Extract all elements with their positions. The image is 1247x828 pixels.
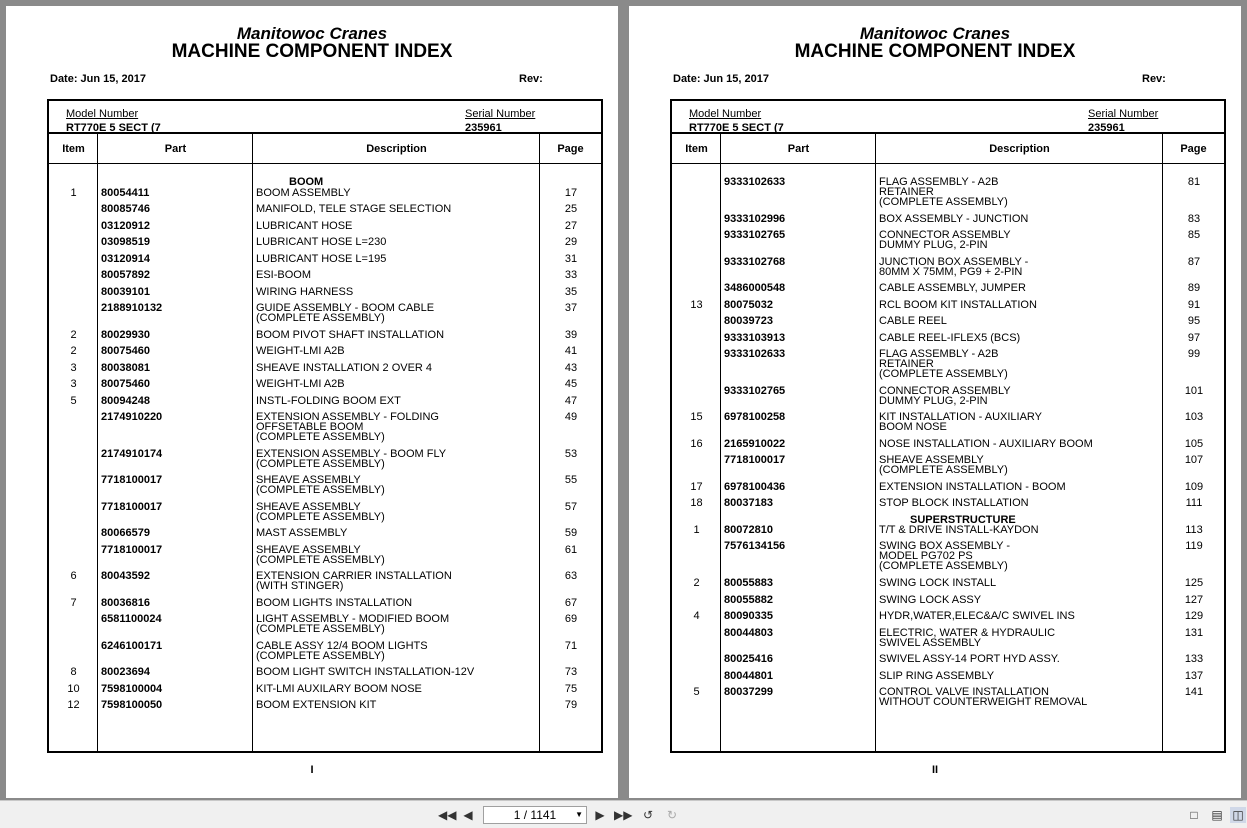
- description-line: (COMPLETE ASSEMBLY): [256, 484, 385, 496]
- page-number-cell: 81: [1187, 176, 1201, 188]
- description-line: (COMPLETE ASSEMBLY): [879, 560, 1008, 572]
- page-number-cell: 99: [1187, 348, 1201, 360]
- item-cell: 8: [70, 666, 77, 678]
- page-footer-number: I: [310, 764, 314, 776]
- part-number-cell: 03120914: [101, 253, 150, 265]
- description-line: CABLE REEL-IFLEX5 (BCS): [879, 332, 1021, 344]
- serial-number-value: 235961: [1088, 122, 1125, 134]
- description-cell: [256, 700, 540, 710]
- description-line: CABLE REEL: [879, 315, 947, 327]
- description-line: SWIVEL ASSEMBLY: [879, 637, 982, 649]
- page-number-cell: 27: [564, 220, 578, 232]
- description-line: EXTENSION CARRIER INSTALLATION: [256, 570, 452, 582]
- description-line: ESI-BOOM: [256, 269, 312, 281]
- part-number-cell: 80090335: [724, 610, 773, 622]
- description-line: DUMMY PLUG, 2-PIN: [879, 395, 988, 407]
- part-number-cell: 7718100017: [724, 454, 786, 466]
- column-header-item: Item: [62, 143, 85, 155]
- page-number-cell: 69: [564, 613, 578, 625]
- description-line: BOOM LIGHTS INSTALLATION: [256, 597, 413, 609]
- part-number-cell: 7576134156: [724, 540, 786, 552]
- page-number-cell: 111: [1185, 497, 1203, 509]
- item-cell: 6: [70, 570, 77, 582]
- description-line: SHEAVE ASSEMBLY: [256, 544, 361, 556]
- description-line: EXTENSION ASSEMBLY - BOOM FLY: [256, 448, 447, 460]
- description-line: STOP BLOCK INSTALLATION: [879, 497, 1029, 509]
- page-number-cell: 133: [1184, 653, 1204, 665]
- description-cell: [256, 346, 540, 356]
- description-line: (WITH STINGER): [256, 580, 344, 592]
- part-number-cell: 2165910022: [724, 438, 786, 450]
- table-rows: [672, 101, 1224, 751]
- part-number-cell: 80043592: [101, 570, 150, 582]
- description-cell: [879, 541, 1163, 571]
- description-line: BOOM EXTENSION KIT: [256, 699, 377, 711]
- part-number-cell: 80066579: [101, 527, 150, 539]
- description-line: RETAINER: [879, 186, 934, 198]
- part-number-cell: 2174910220: [101, 411, 163, 423]
- component-table: [670, 99, 1226, 753]
- description-line: RETAINER: [879, 358, 934, 370]
- column-header-item: Item: [685, 143, 708, 155]
- part-number-cell: 80038081: [101, 362, 150, 374]
- description-cell: [256, 545, 540, 565]
- description-line: SHEAVE INSTALLATION 2 OVER 4: [256, 362, 433, 374]
- description-cell: [879, 333, 1163, 343]
- description-line: LUBRICANT HOSE: [256, 220, 353, 232]
- part-number-cell: 80055882: [724, 594, 773, 606]
- description-cell: [879, 628, 1163, 648]
- page-number-cell: 89: [1187, 282, 1201, 294]
- part-number-cell: 80039101: [101, 286, 150, 298]
- go-forward-icon[interactable]: ↻: [666, 808, 678, 822]
- item-cell: 2: [70, 345, 77, 357]
- description-line: BOOM LIGHT SWITCH INSTALLATION-12V: [256, 666, 475, 678]
- revision-label: Rev:: [519, 73, 543, 85]
- page-number-cell: 119: [1185, 540, 1203, 552]
- description-line: CABLE ASSY 12/4 BOOM LIGHTS: [256, 640, 428, 652]
- description-cell: [256, 614, 540, 634]
- page-number-input[interactable]: [483, 806, 587, 824]
- company-name: Manitowoc Cranes: [859, 24, 1011, 43]
- go-back-icon[interactable]: ↺: [642, 808, 654, 822]
- page-number-cell: 97: [1187, 332, 1201, 344]
- part-number-cell: 80075032: [724, 299, 773, 311]
- part-number-cell: 9333102633: [724, 348, 786, 360]
- description-cell: [256, 204, 540, 214]
- document-date: Date: Jun 15, 2017: [50, 73, 146, 85]
- page-number-cell: 91: [1187, 299, 1201, 311]
- description-line: SLIP RING ASSEMBLY: [879, 670, 995, 682]
- item-cell: 18: [690, 497, 703, 509]
- page-number-cell: 131: [1184, 627, 1204, 639]
- description-line: (COMPLETE ASSEMBLY): [256, 554, 385, 566]
- description-line: SWIVEL ASSY-14 PORT HYD ASSY.: [879, 653, 1060, 665]
- description-line: INSTL-FOLDING BOOM EXT: [256, 395, 401, 407]
- page-number-cell: 137: [1184, 670, 1204, 682]
- description-cell: [879, 177, 1163, 207]
- model-number-value: RT770E 5 SECT (7: [66, 122, 161, 134]
- part-number-cell: 80075460: [101, 345, 150, 357]
- page-number-cell: 105: [1184, 438, 1204, 450]
- single-page-view-icon[interactable]: □: [1190, 808, 1198, 822]
- description-line: ELECTRIC, WATER & HYDRAULIC: [879, 627, 1056, 639]
- part-number-cell: 80039723: [724, 315, 773, 327]
- description-line: WIRING HARNESS: [256, 286, 354, 298]
- description-line: (COMPLETE ASSEMBLY): [256, 511, 385, 523]
- part-number-cell: 80037183: [724, 497, 773, 509]
- item-cell: 12: [67, 699, 80, 711]
- description-cell: [879, 498, 1163, 508]
- description-line: EXTENSION INSTALLATION - BOOM: [879, 481, 1066, 493]
- model-number-label: Model Number: [66, 108, 139, 120]
- description-cell: [879, 300, 1163, 310]
- description-line: T/T & DRIVE INSTALL-KAYDON: [879, 524, 1039, 536]
- part-number-cell: 80023694: [101, 666, 150, 678]
- column-header-description: Description: [989, 143, 1050, 155]
- description-line: (COMPLETE ASSEMBLY): [879, 464, 1008, 476]
- continuous-view-icon[interactable]: ▤: [1211, 808, 1223, 822]
- description-cell: [879, 257, 1163, 277]
- description-cell: [879, 349, 1163, 379]
- part-number-cell: 80044803: [724, 627, 773, 639]
- description-line: CONTROL VALVE INSTALLATION: [879, 686, 1049, 698]
- description-cell: [879, 671, 1163, 681]
- description-cell: [256, 571, 540, 591]
- page-number-cell: 41: [564, 345, 578, 357]
- column-header-page: Page: [557, 143, 584, 155]
- page-footer-number: II: [931, 764, 939, 776]
- part-number-cell: 6978100436: [724, 481, 786, 493]
- description-cell: [256, 528, 540, 538]
- description-cell: [256, 598, 540, 608]
- item-cell: 10: [67, 683, 80, 695]
- next-page-icon[interactable]: ▶: [595, 808, 605, 822]
- viewer-toolbar: [0, 800, 1247, 828]
- description-line: SHEAVE ASSEMBLY: [256, 474, 361, 486]
- part-number-cell: 9333103913: [724, 332, 786, 344]
- description-cell: [879, 439, 1163, 449]
- description-cell: [879, 525, 1163, 535]
- serial-number-label: Serial Number: [465, 108, 536, 120]
- description-cell: [256, 188, 540, 198]
- part-number-cell: 2188910132: [101, 302, 163, 314]
- part-number-cell: 9333102768: [724, 256, 786, 268]
- column-header-part: Part: [164, 143, 187, 155]
- page-indicator: 1 / 1141: [513, 808, 557, 822]
- page-number-cell: 63: [564, 570, 578, 582]
- page-number-cell: 37: [564, 302, 578, 314]
- part-number-cell: 9333102765: [724, 385, 786, 397]
- part-number-cell: 7718100017: [101, 544, 163, 556]
- description-line: WEIGHT-LMI A2B: [256, 345, 345, 357]
- page-number-cell: 129: [1184, 610, 1204, 622]
- page-number-cell: 25: [564, 203, 578, 215]
- item-cell: 15: [690, 411, 703, 423]
- part-number-cell: 80054411: [101, 187, 150, 199]
- page-number-cell: 45: [564, 378, 578, 390]
- description-cell: [256, 641, 540, 661]
- description-cell: [256, 449, 540, 469]
- description-line: WITHOUT COUNTERWEIGHT REMOVAL: [879, 696, 1088, 708]
- part-number-cell: 80057892: [101, 269, 150, 281]
- part-number-cell: 80036816: [101, 597, 150, 609]
- description-line: MANIFOLD, TELE STAGE SELECTION: [256, 203, 452, 215]
- description-cell: [256, 303, 540, 323]
- description-line: FLAG ASSEMBLY - A2B: [879, 348, 999, 360]
- description-cell: [879, 316, 1163, 326]
- part-number-cell: 6978100258: [724, 411, 786, 423]
- description-line: SWING LOCK INSTALL: [879, 577, 997, 589]
- description-cell: [879, 578, 1163, 588]
- description-line: FLAG ASSEMBLY - A2B: [879, 176, 999, 188]
- description-line: SWING BOX ASSEMBLY -: [879, 540, 1011, 552]
- part-number-cell: 9333102633: [724, 176, 786, 188]
- page-number-cell: 61: [564, 544, 578, 556]
- page-number-cell: 53: [564, 448, 578, 460]
- description-line: RCL BOOM KIT INSTALLATION: [879, 299, 1037, 311]
- description-cell: [256, 379, 540, 389]
- description-line: WEIGHT-LMI A2B: [256, 378, 345, 390]
- description-cell: [879, 654, 1163, 664]
- part-number-cell: 7598100004: [101, 683, 163, 695]
- document-page-right: [629, 6, 1241, 798]
- document-date: Date: Jun 15, 2017: [673, 73, 769, 85]
- description-line: LUBRICANT HOSE L=230: [256, 236, 387, 248]
- description-line: (COMPLETE ASSEMBLY): [256, 623, 385, 635]
- description-line: (COMPLETE ASSEMBLY): [879, 196, 1008, 208]
- description-cell: [256, 221, 540, 231]
- item-cell: 1: [70, 187, 77, 199]
- description-line: CONNECTOR ASSEMBLY: [879, 385, 1011, 397]
- description-line: SHEAVE ASSEMBLY: [879, 454, 984, 466]
- part-number-cell: 03120912: [101, 220, 150, 232]
- page-number-cell: 39: [564, 329, 578, 341]
- description-line: BOOM PIVOT SHAFT INSTALLATION: [256, 329, 445, 341]
- model-number-value: RT770E 5 SECT (7: [689, 122, 784, 134]
- part-number-cell: 80037299: [724, 686, 773, 698]
- description-cell: [256, 684, 540, 694]
- section-heading: SUPERSTRUCTURE: [910, 514, 1016, 526]
- part-number-cell: 03098519: [101, 236, 150, 248]
- description-line: (COMPLETE ASSEMBLY): [256, 431, 385, 443]
- description-cell: [256, 475, 540, 495]
- description-cell: [879, 230, 1163, 250]
- description-line: (COMPLETE ASSEMBLY): [256, 650, 385, 662]
- description-line: 80MM X 75MM, PG9 + 2-PIN: [879, 266, 1023, 278]
- table-rows: [49, 101, 601, 751]
- description-cell: [256, 254, 540, 264]
- part-number-cell: 80085746: [101, 203, 150, 215]
- description-cell: [879, 455, 1163, 475]
- description-cell: [256, 287, 540, 297]
- description-line: KIT INSTALLATION - AUXILIARY: [879, 411, 1043, 423]
- page-number-cell: 79: [564, 699, 578, 711]
- description-line: MODEL PG702 PS: [879, 550, 973, 562]
- description-cell: [879, 595, 1163, 605]
- description-line: LIGHT ASSEMBLY - MODIFIED BOOM: [256, 613, 450, 625]
- description-line: KIT-LMI AUXILARY BOOM NOSE: [256, 683, 422, 695]
- part-number-cell: 9333102996: [724, 213, 786, 225]
- page-number-cell: 95: [1187, 315, 1201, 327]
- page-number-cell: 73: [564, 666, 578, 678]
- part-number-cell: 80075460: [101, 378, 150, 390]
- page-number-cell: 125: [1184, 577, 1204, 589]
- part-number-cell: 3486000548: [724, 282, 786, 294]
- item-cell: 2: [70, 329, 77, 341]
- page-number-cell: 83: [1187, 213, 1201, 225]
- model-number-label: Model Number: [689, 108, 762, 120]
- description-line: JUNCTION BOX ASSEMBLY -: [879, 256, 1029, 268]
- description-line: SHEAVE ASSEMBLY: [256, 501, 361, 513]
- item-cell: 2: [693, 577, 700, 589]
- description-cell: [879, 283, 1163, 293]
- page-number-cell: 107: [1184, 454, 1204, 466]
- description-line: LUBRICANT HOSE L=195: [256, 253, 387, 265]
- description-cell: [256, 502, 540, 522]
- page-number-cell: 67: [564, 597, 578, 609]
- document-title: MACHINE COMPONENT INDEX: [171, 41, 453, 62]
- page-number-cell: 33: [564, 269, 578, 281]
- description-cell: [879, 386, 1163, 406]
- column-header-page: Page: [1180, 143, 1207, 155]
- item-cell: 13: [690, 299, 703, 311]
- description-cell: [879, 214, 1163, 224]
- item-cell: 5: [693, 686, 700, 698]
- description-line: (COMPLETE ASSEMBLY): [256, 458, 385, 470]
- part-number-cell: 80055883: [724, 577, 773, 589]
- description-line: SWING LOCK ASSY: [879, 594, 982, 606]
- previous-page-icon[interactable]: ◀: [463, 808, 473, 822]
- part-number-cell: 6581100024: [101, 613, 162, 625]
- column-header-part: Part: [787, 143, 810, 155]
- description-line: GUIDE ASSEMBLY - BOOM CABLE: [256, 302, 435, 314]
- revision-label: Rev:: [1142, 73, 1166, 85]
- page-separator: [618, 0, 629, 800]
- two-page-view-icon[interactable]: ◫: [1230, 807, 1246, 823]
- part-number-cell: 7718100017: [101, 474, 163, 486]
- page-number-cell: 113: [1185, 524, 1203, 536]
- part-number-cell: 80072810: [724, 524, 773, 536]
- column-header-description: Description: [366, 143, 427, 155]
- description-line: NOSE INSTALLATION - AUXILIARY BOOM: [879, 438, 1093, 450]
- description-line: DUMMY PLUG, 2-PIN: [879, 239, 988, 251]
- part-number-cell: 6246100171: [101, 640, 163, 652]
- part-number-cell: 9333102765: [724, 229, 786, 241]
- description-line: BOX ASSEMBLY - JUNCTION: [879, 213, 1029, 225]
- part-number-cell: 2174910174: [101, 448, 163, 460]
- part-number-cell: 80094248: [101, 395, 150, 407]
- section-heading: BOOM: [289, 176, 324, 188]
- chevron-down-icon[interactable]: ▼: [575, 810, 583, 819]
- description-line: CONNECTOR ASSEMBLY: [879, 229, 1011, 241]
- serial-number-value: 235961: [465, 122, 502, 134]
- page-number-cell: 29: [564, 236, 578, 248]
- description-line: (COMPLETE ASSEMBLY): [879, 368, 1008, 380]
- description-line: BOOM NOSE: [879, 421, 947, 433]
- page-number-cell: 101: [1184, 385, 1204, 397]
- description-cell: [256, 270, 540, 280]
- page-number-cell: 47: [564, 395, 578, 407]
- page-number-cell: 75: [564, 683, 578, 695]
- page-number-cell: 141: [1184, 686, 1204, 698]
- description-line: (COMPLETE ASSEMBLY): [256, 312, 385, 324]
- serial-number-label: Serial Number: [1088, 108, 1159, 120]
- description-cell: [256, 363, 540, 373]
- item-cell: 1: [693, 524, 700, 536]
- description-line: EXTENSION ASSEMBLY - FOLDING: [256, 411, 439, 423]
- page-number-cell: 71: [564, 640, 578, 652]
- description-cell: [879, 611, 1163, 621]
- part-number-cell: 80029930: [101, 329, 150, 341]
- page-number-cell: 87: [1187, 256, 1201, 268]
- part-number-cell: 80044801: [724, 670, 773, 682]
- description-line: CABLE ASSEMBLY, JUMPER: [879, 282, 1026, 294]
- page-number-cell: 103: [1184, 411, 1204, 423]
- page-number-cell: 43: [564, 362, 578, 374]
- page-number-cell: 31: [564, 253, 578, 265]
- description-line: OFFSETABLE BOOM: [256, 421, 364, 433]
- document-title: MACHINE COMPONENT INDEX: [794, 41, 1076, 62]
- description-cell: [256, 412, 540, 442]
- item-cell: 7: [70, 597, 77, 609]
- description-cell: [879, 482, 1163, 492]
- last-page-icon[interactable]: ▶▶: [614, 808, 633, 822]
- company-name: Manitowoc Cranes: [236, 24, 388, 43]
- item-cell: 5: [70, 395, 77, 407]
- description-cell: [256, 667, 540, 677]
- part-number-cell: 7598100050: [101, 699, 163, 711]
- page-number-cell: 59: [564, 527, 578, 539]
- page-number-cell: 55: [564, 474, 578, 486]
- page-number-cell: 57: [564, 501, 578, 513]
- item-cell: 4: [693, 610, 700, 622]
- page-number-cell: 49: [564, 411, 578, 423]
- item-cell: 16: [690, 438, 703, 450]
- description-cell: [256, 237, 540, 247]
- document-page-left: [6, 6, 618, 798]
- description-line: BOOM ASSEMBLY: [256, 187, 351, 199]
- page-number-cell: 35: [564, 286, 578, 298]
- page-number-cell: 85: [1187, 229, 1201, 241]
- item-cell: 3: [70, 378, 77, 390]
- component-table: [47, 99, 603, 753]
- part-number-cell: 80025416: [724, 653, 773, 665]
- page-number-cell: 127: [1184, 594, 1204, 606]
- description-cell: [879, 412, 1163, 432]
- description-line: MAST ASSEMBLY: [256, 527, 348, 539]
- page-number-cell: 109: [1184, 481, 1204, 493]
- item-cell: 3: [70, 362, 77, 374]
- part-number-cell: 7718100017: [101, 501, 163, 513]
- description-line: HYDR,WATER,ELEC&A/C SWIVEL INS: [879, 610, 1075, 622]
- first-page-icon[interactable]: ◀◀: [438, 808, 457, 822]
- description-cell: [879, 687, 1163, 707]
- item-cell: 17: [690, 481, 703, 493]
- page-number-cell: 17: [564, 187, 578, 199]
- description-cell: [256, 396, 540, 406]
- description-cell: [256, 330, 540, 340]
